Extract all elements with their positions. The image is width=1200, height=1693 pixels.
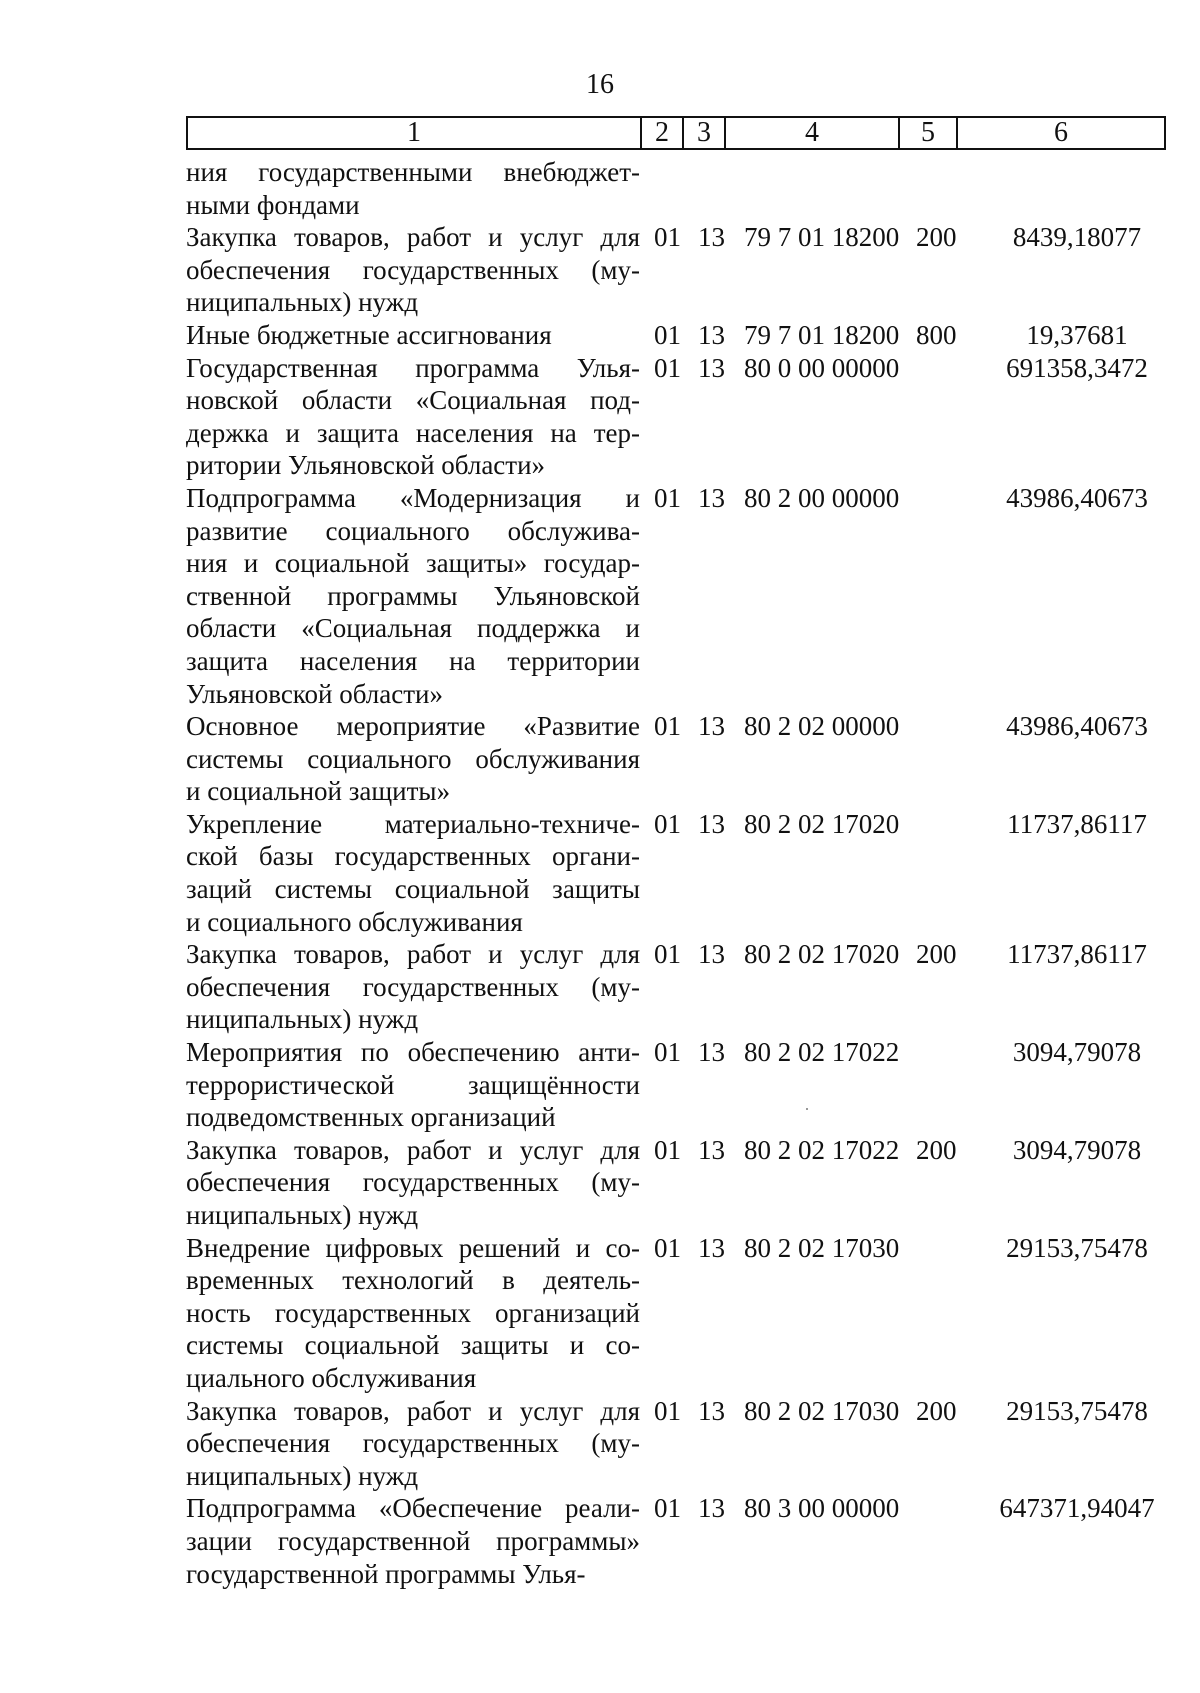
amount-value: 647371,94047 (999, 1493, 1155, 1524)
expense-type-code: 200 (916, 1134, 957, 1165)
section-code: 01 (654, 319, 681, 350)
target-article-code: 80 2 02 17020 (744, 939, 900, 970)
row-description (186, 482, 640, 710)
description-line: области «Социальная поддержка и (186, 613, 640, 644)
description-line: Мероприятия по обеспечению анти- (186, 1037, 640, 1068)
expense-type-code: 200 (916, 1395, 957, 1426)
amount-value: 8439,18077 (1012, 222, 1142, 253)
section-code: 01 (654, 352, 681, 383)
description-line: ными фондами (186, 189, 360, 220)
description-line: Ульяновской области» (186, 678, 444, 709)
table-row (186, 221, 1186, 319)
section-code: 01 (654, 1493, 681, 1524)
subsection-code: 13 (698, 808, 725, 839)
budget-table-body (186, 156, 1186, 1590)
subsection-code: 13 (698, 1395, 725, 1426)
description-line: обеспечения государственных (му- (186, 1428, 640, 1459)
page-number: 16 (586, 69, 614, 100)
description-line: Внедрение цифровых решений и со- (186, 1232, 640, 1263)
row-description (186, 1134, 640, 1232)
amount-value: 3094,79078 (1012, 1134, 1142, 1165)
row-description (186, 1492, 640, 1590)
description-line: Укрепление материально-техниче- (186, 808, 640, 839)
table-row (186, 1036, 1186, 1134)
description-line: обеспечения государственных (му- (186, 254, 640, 285)
section-code: 01 (654, 939, 681, 970)
subsection-code: 13 (698, 482, 725, 513)
subsection-code: 13 (698, 1037, 725, 1068)
section-code: 01 (654, 482, 681, 513)
description-line: системы социальной защиты и со- (186, 1330, 640, 1361)
description-line: Закупка товаров, работ и услуг для (186, 1134, 640, 1165)
description-line: заций системы социальной защиты (186, 874, 640, 905)
expense-type-code: 200 (916, 222, 957, 253)
description-line: ниципальных) нужд (186, 287, 419, 318)
column-header-4: 4 (726, 118, 900, 148)
row-description (186, 352, 640, 482)
description-line: ственной программы Ульяновской (186, 580, 640, 611)
amount-value: 11737,86117 (1007, 808, 1147, 839)
target-article-code: 80 2 00 00000 (744, 482, 900, 513)
description-line: Подпрограмма «Модернизация и (186, 482, 640, 513)
section-code: 01 (654, 808, 681, 839)
amount-value: 29153,75478 (1006, 1232, 1148, 1263)
row-description (186, 938, 640, 1036)
target-article-code: 80 2 02 17022 (744, 1037, 900, 1068)
column-header-2: 2 (642, 118, 684, 148)
description-line: подведомственных организаций (186, 1102, 556, 1133)
column-header-row (186, 116, 1166, 150)
section-code: 01 (654, 1134, 681, 1165)
target-article-code: 80 2 02 00000 (744, 711, 900, 742)
table-row (186, 352, 1186, 482)
description-line: ниципальных) нужд (186, 1460, 419, 1491)
section-code: 01 (654, 1232, 681, 1263)
subsection-code: 13 (698, 1134, 725, 1165)
table-row (186, 938, 1186, 1036)
target-article-code: 80 3 00 00000 (744, 1493, 900, 1524)
expense-type-code: 800 (916, 319, 957, 350)
section-code: 01 (654, 222, 681, 253)
amount-value: 3094,79078 (1012, 1037, 1142, 1068)
table-row (186, 319, 1186, 352)
target-article-code: 79 7 01 18200 (744, 319, 900, 350)
column-header-3: 3 (684, 118, 726, 148)
subsection-code: 13 (698, 222, 725, 253)
target-article-code: 79 7 01 18200 (744, 222, 900, 253)
description-line: циального обслуживания (186, 1362, 477, 1393)
description-line: системы социального обслуживания (186, 743, 640, 774)
table-row (186, 482, 1186, 710)
table-row (186, 1232, 1186, 1395)
description-line: Закупка товаров, работ и услуг для (186, 222, 640, 253)
subsection-code: 13 (698, 352, 725, 383)
description-line: ритории Ульяновской области» (186, 450, 546, 481)
table-row (186, 1395, 1186, 1493)
target-article-code: 80 2 02 17030 (744, 1395, 900, 1426)
subsection-code: 13 (698, 939, 725, 970)
description-line: Основное мероприятие «Развитие (186, 711, 640, 742)
row-description (186, 156, 640, 221)
table-row (186, 710, 1186, 808)
subsection-code: 13 (698, 711, 725, 742)
description-line: ниципальных) нужд (186, 1200, 419, 1230)
description-line: государственной программы Улья- (186, 1558, 586, 1589)
subsection-code: 13 (698, 1493, 725, 1524)
column-header-6: 6 (1054, 117, 1068, 148)
description-line: защита населения на территории (186, 645, 640, 676)
table-row (186, 1492, 1186, 1590)
description-line: Подпрограмма «Обеспечение реали- (186, 1493, 640, 1524)
description-line: и социального обслуживания (186, 906, 523, 937)
description-line: обеспечения государственных (му- (186, 1167, 640, 1198)
amount-value: 43986,40673 (1006, 711, 1148, 742)
row-description (186, 221, 640, 319)
table-row (186, 156, 1186, 221)
description-line: развитие социального обслужива- (186, 515, 640, 546)
amount-value: 29153,75478 (1006, 1395, 1148, 1426)
section-code: 01 (654, 1037, 681, 1068)
amount-value: 19,37681 (1026, 319, 1128, 350)
amount-value: 691358,3472 (1006, 352, 1148, 383)
description-line: обеспечения государственных (му- (186, 971, 640, 1002)
description-line: временных технологий в деятель- (186, 1265, 640, 1296)
description-line: Иные бюджетные ассигнования (186, 319, 552, 350)
row-description (186, 710, 640, 808)
description-line: зации государственной программы» (186, 1525, 640, 1556)
table-row (186, 1134, 1186, 1232)
target-article-code: 80 0 00 00000 (744, 352, 900, 383)
row-description (186, 1036, 640, 1134)
description-line: Закупка товаров, работ и услуг для (186, 1395, 640, 1426)
section-code: 01 (654, 1395, 681, 1426)
subsection-code: 13 (698, 319, 725, 350)
description-line: Государственная программа Улья- (186, 352, 640, 383)
amount-value: 43986,40673 (1006, 482, 1148, 513)
subsection-code: 13 (698, 1232, 725, 1263)
scan-speck (806, 1108, 808, 1110)
target-article-code: 80 2 02 17020 (744, 808, 900, 839)
description-line: новской области «Социальная под- (186, 385, 640, 416)
description-line: держка и защита населения на тер- (186, 417, 640, 448)
section-code: 01 (654, 711, 681, 742)
target-article-code: 80 2 02 17030 (744, 1232, 900, 1263)
description-line: ность государственных организаций (186, 1297, 640, 1328)
row-description (186, 808, 640, 938)
description-line: Закупка товаров, работ и услуг для (186, 939, 640, 970)
target-article-code: 80 2 02 17022 (744, 1134, 900, 1165)
row-description (186, 319, 640, 352)
expense-type-code: 200 (916, 939, 957, 970)
description-line: и социальной защиты» (186, 776, 451, 807)
description-line: ния и социальной защиты» государ- (186, 548, 640, 579)
amount-value: 11737,86117 (1007, 939, 1147, 970)
description-line: ния государственными внебюджет- (186, 157, 640, 187)
row-description (186, 1232, 640, 1395)
column-header-5: 5 (900, 118, 958, 148)
description-line: ниципальных) нужд (186, 1004, 419, 1035)
row-description (186, 1395, 640, 1493)
description-line: террористической защищённости (186, 1069, 640, 1100)
column-header-1: 1 (188, 118, 642, 148)
table-row (186, 808, 1186, 938)
description-line: ской базы государственных органи- (186, 841, 640, 872)
